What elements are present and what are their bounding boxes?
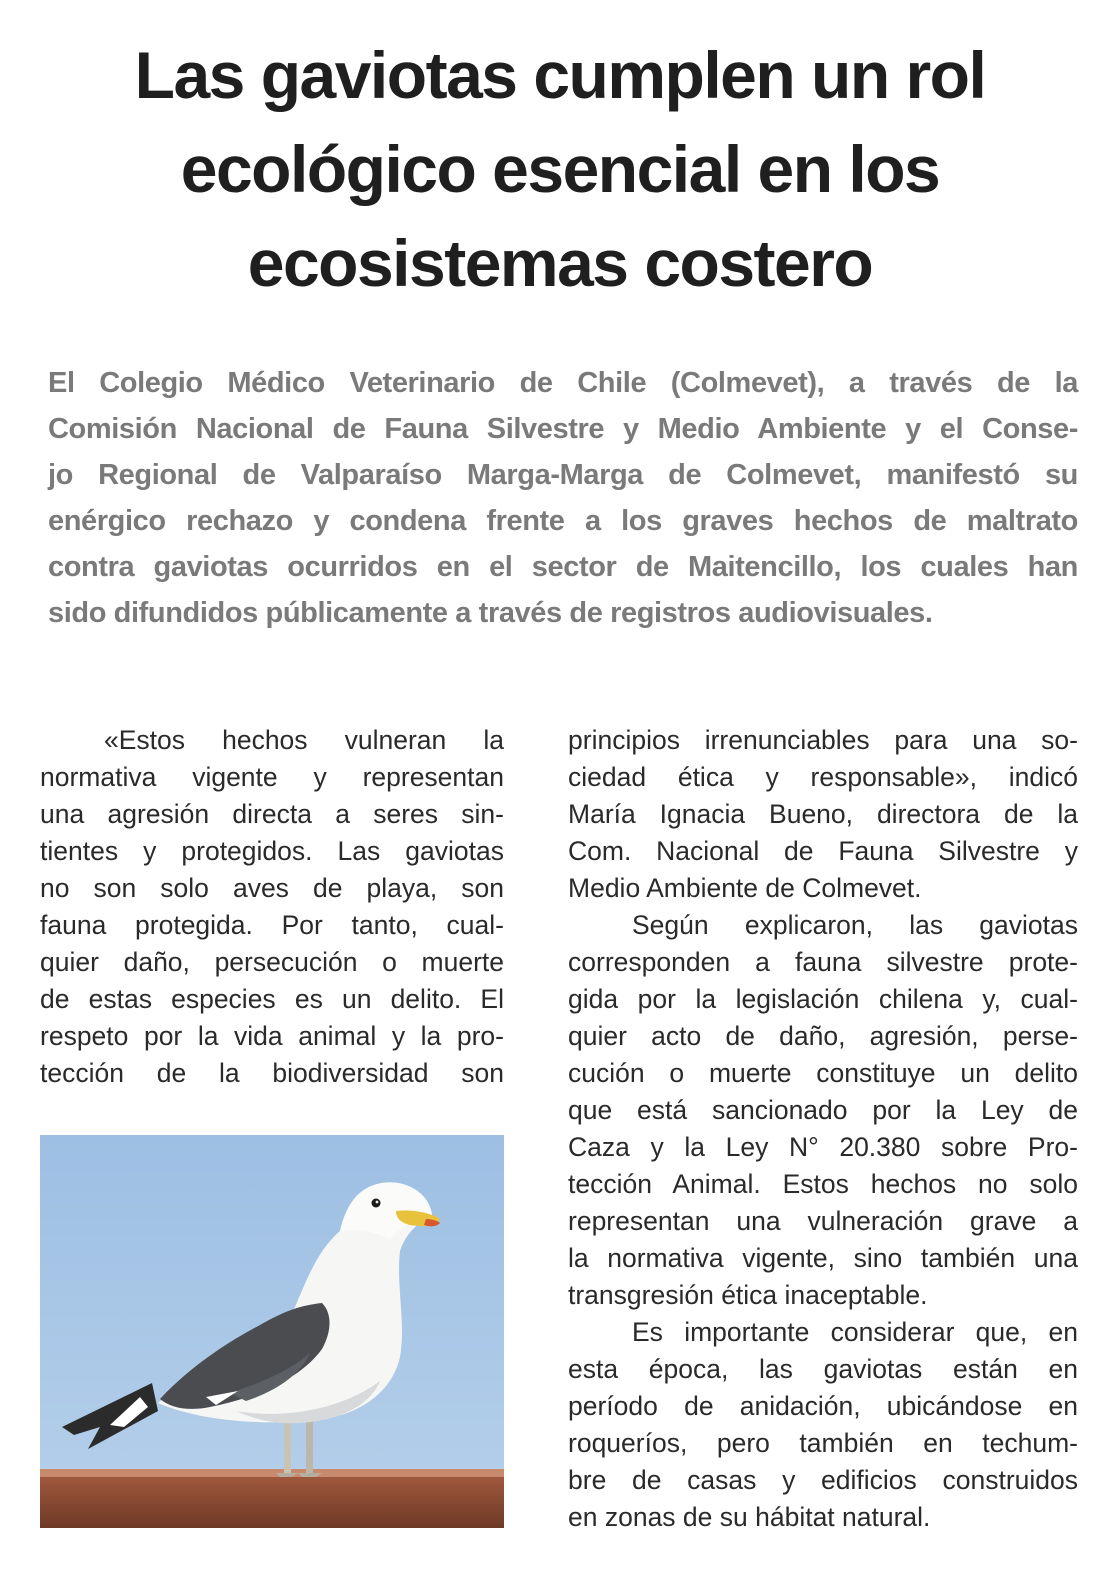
- body-line: gida por la legislación chilena y, cual-: [568, 984, 1078, 1014]
- body-line: en zonas de su hábitat natural.: [568, 1502, 931, 1532]
- headline-line: ecológico esencial en los: [180, 132, 940, 206]
- body-line: la normativa vigente, sino también una: [568, 1243, 1078, 1273]
- body-line: respeto por la vida animal y la pro-: [40, 1021, 504, 1051]
- body-line: bre de casas y edificios construidos: [568, 1465, 1078, 1495]
- lead-line: Comisión Nacional de Fauna Silvestre y Medio Ambiente y el Conse-: [48, 413, 1078, 445]
- headline-line: Las gaviotas cumplen un rol: [134, 38, 986, 112]
- body-line: quier daño, persecución o muerte: [40, 947, 504, 977]
- body-line: Es importante considerar que, en: [632, 1317, 1078, 1347]
- seagull-photo: [40, 1135, 504, 1528]
- body-line: María Ignacia Bueno, directora de la: [568, 799, 1078, 829]
- body-line: período de anidación, ubicándose en: [568, 1391, 1078, 1421]
- body-line: una agresión directa a seres sin-: [40, 799, 504, 829]
- body-column-right: [568, 722, 1078, 1536]
- body-line: fauna protegida. Por tanto, cual-: [40, 910, 504, 940]
- body-line: corresponden a fauna silvestre prote-: [568, 947, 1078, 977]
- body-line: Medio Ambiente de Colmevet.: [568, 873, 922, 903]
- body-line: ciedad ética y responsable», indicó: [568, 762, 1078, 792]
- body-line: representan una vulneración grave a: [568, 1206, 1078, 1236]
- lead-line: enérgico rechazo y condena frente a los graves hechos de maltrato: [48, 505, 1078, 537]
- body-line: tección Animal. Estos hechos no solo: [568, 1169, 1078, 1199]
- body-line: que está sancionado por la Ley de: [568, 1095, 1078, 1125]
- body-line: tección de la biodiversidad son: [40, 1058, 504, 1088]
- lead-line: sido difundidos públicamente a través de registros audiovisuales.: [48, 597, 933, 629]
- body-line: normativa vigente y representan: [40, 762, 504, 792]
- body-line: esta época, las gaviotas están en: [568, 1354, 1078, 1384]
- body-line: principios irrenunciables para una so-: [568, 725, 1078, 755]
- body-line: «Estos hechos vulneran la: [104, 725, 504, 755]
- body-line: no son solo aves de playa, son: [40, 873, 504, 903]
- lead-line: contra gaviotas ocurridos en el sector de Maitencillo, los cuales han: [48, 551, 1078, 583]
- lead-paragraph: [48, 360, 1078, 636]
- body-line: Com. Nacional de Fauna Silvestre y: [568, 836, 1078, 866]
- body-line: roqueríos, pero también en techum-: [568, 1428, 1078, 1458]
- lead-line: jo Regional de Valparaíso Marga-Marga de Colmevet, manifestó su: [48, 459, 1078, 491]
- body-line: transgresión ética inaceptable.: [568, 1280, 928, 1310]
- seagull-illustration: [40, 1135, 504, 1528]
- body-line: de estas especies es un delito. El: [40, 984, 504, 1014]
- headline: [60, 28, 1060, 310]
- body-line: cución o muerte constituye un delito: [568, 1058, 1078, 1088]
- headline-line: ecosistemas costero: [247, 226, 873, 300]
- body-line: quier acto de daño, agresión, perse-: [568, 1021, 1078, 1051]
- body-line: Según explicaron, las gaviotas: [632, 910, 1078, 940]
- body-column-left: [40, 722, 504, 1092]
- lead-line: El Colegio Médico Veterinario de Chile (Colmevet), a través de la: [48, 367, 1078, 399]
- body-line: tientes y protegidos. Las gaviotas: [40, 836, 504, 866]
- body-line: Caza y la Ley N° 20.380 sobre Pro-: [568, 1132, 1078, 1162]
